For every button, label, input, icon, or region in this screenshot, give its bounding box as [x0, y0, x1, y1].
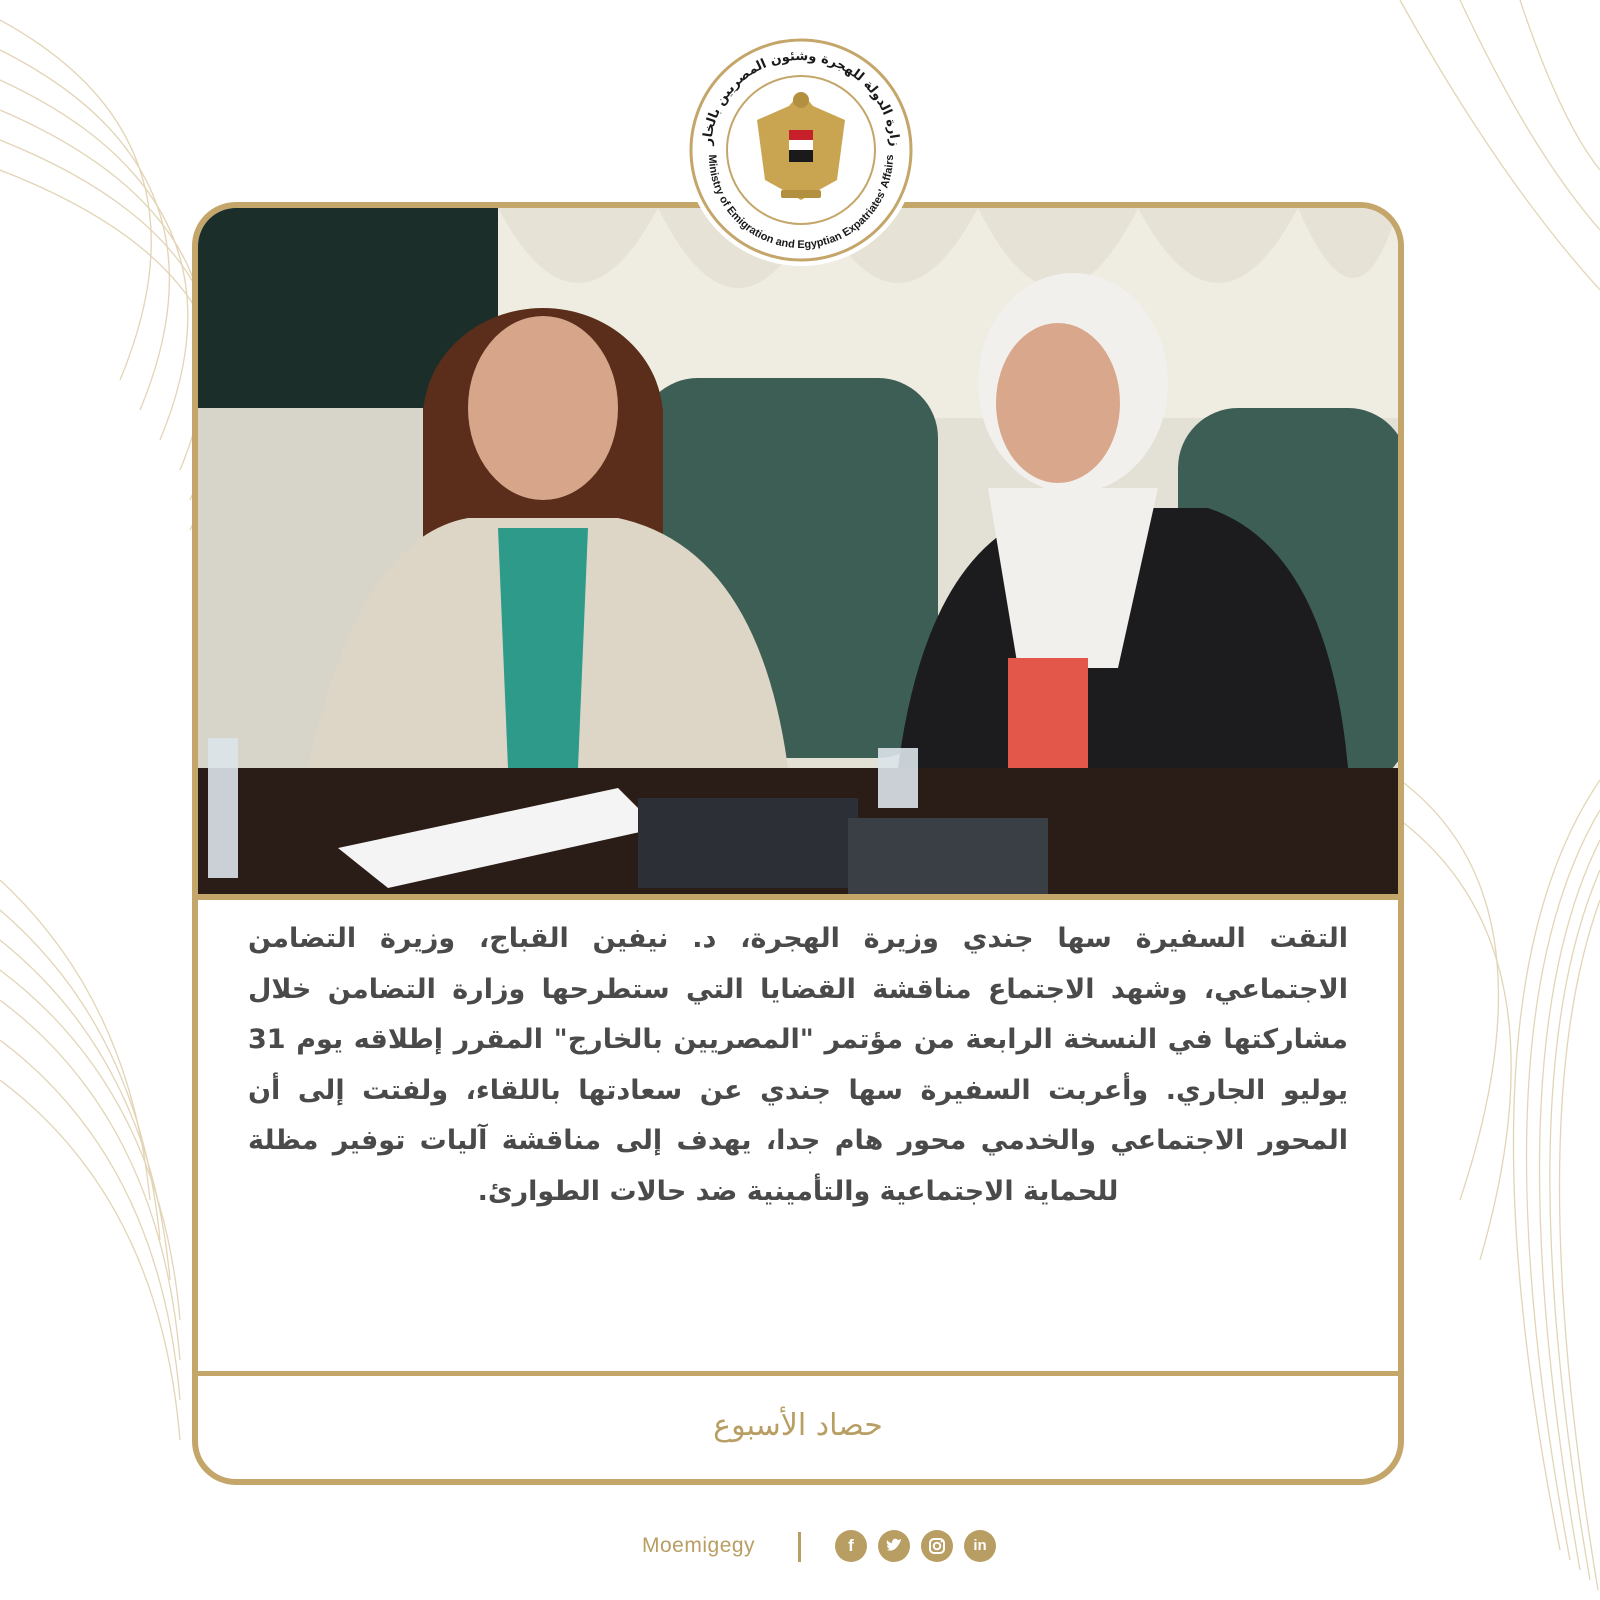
ministry-logo [681, 30, 921, 270]
post-card [192, 202, 1404, 1485]
social-bar [0, 1522, 1600, 1572]
text-divider [198, 1371, 1398, 1376]
twitter-icon[interactable] [878, 1530, 910, 1562]
social-handle[interactable]: Moemigegy [642, 1534, 756, 1557]
separator [798, 1532, 801, 1562]
instagram-icon[interactable] [921, 1530, 953, 1562]
photo-divider [198, 894, 1398, 900]
facebook-icon[interactable]: f [835, 1530, 867, 1562]
logo-arabic-name: زارة الدولة للهجرة وشئون المصريين بالخار [700, 48, 902, 148]
weekly-harvest-label: حصاد الأسبوع [713, 1408, 883, 1443]
logo-english-name: Ministry of Emigration and Egyptian Expatriates' Affairs [705, 154, 897, 251]
meeting-photo [198, 208, 1398, 894]
post-body-text: التقت السفيرة سها جندي وزيرة الهجرة، د. نيفين القباج، وزيرة التضامن الاجتماعي، وشهد الاجتماع مناقشة القضايا التي ستطرحها وزارة التضامن خلال مشاركتها في النسخة الرابعة من مؤتمر "المصريين بالخارج" المقرر إطلاقه يوم 31 يوليو الجاري. وأعربت السفيرة سها جندي عن سعادتها باللقاء، ولفتت إلى أن المحور الاجتماعي والخدمي محور هام جدا، يهدف إلى مناقشة آليات توفير مظلة للحماية الاجتماعية والتأمينية ضد حالات الطوارئ. [248, 923, 1348, 1207]
linkedin-icon[interactable]: in [964, 1530, 996, 1562]
